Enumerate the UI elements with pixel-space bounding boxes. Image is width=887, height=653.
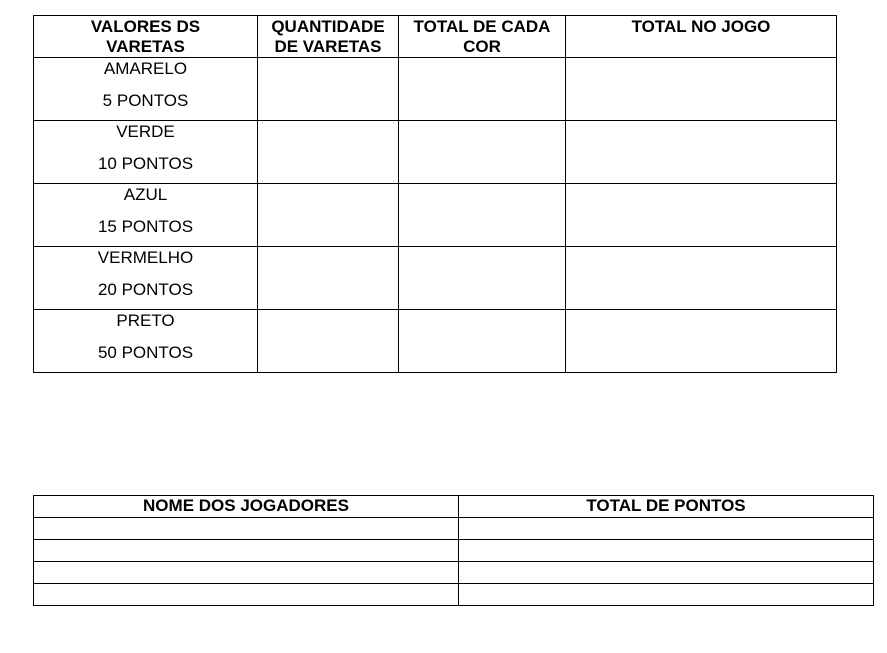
stick-color-label: AZUL: [123, 185, 168, 204]
player-points-cell[interactable]: [459, 584, 874, 606]
game-total-cell[interactable]: [566, 121, 837, 184]
header-row: [34, 16, 837, 58]
table-row: [34, 518, 874, 540]
quantity-cell[interactable]: [258, 58, 399, 121]
header-stick-values-line1: VALORES DS: [90, 17, 201, 36]
table-row: [34, 584, 874, 606]
game-total-cell[interactable]: [566, 310, 837, 373]
quantity-cell[interactable]: [258, 310, 399, 373]
quantity-cell[interactable]: [258, 121, 399, 184]
table-row: [34, 562, 874, 584]
header-stick-quantity: [258, 16, 399, 58]
table-row: [34, 58, 837, 121]
color-total-cell[interactable]: [399, 58, 566, 121]
stick-value-cell: [34, 247, 258, 310]
color-total-cell[interactable]: [399, 121, 566, 184]
header-stick-values-line2: VARETAS: [106, 37, 185, 56]
stick-values-table: [33, 15, 837, 373]
game-total-cell[interactable]: [566, 58, 837, 121]
stick-points-label: 15 PONTOS: [97, 217, 194, 236]
players-table: [33, 495, 874, 606]
game-total-cell[interactable]: [566, 247, 837, 310]
header-stick-values: [34, 16, 258, 58]
stick-color-label: VERMELHO: [97, 248, 194, 267]
table-row: [34, 247, 837, 310]
player-name-cell[interactable]: [34, 540, 459, 562]
header-game-total: [566, 16, 837, 58]
stick-points-label: 5 PONTOS: [102, 91, 189, 110]
header-stick-quantity-line2: DE VARETAS: [274, 37, 382, 56]
stick-points-label: 50 PONTOS: [97, 343, 194, 362]
stick-color-label: PRETO: [116, 311, 175, 330]
player-points-cell[interactable]: [459, 540, 874, 562]
header-color-total-line1: TOTAL DE CADA: [413, 17, 551, 36]
stick-color-label: VERDE: [116, 122, 175, 141]
header-total-points: TOTAL DE PONTOS: [459, 496, 874, 518]
stick-value-cell: [34, 121, 258, 184]
quantity-cell[interactable]: [258, 184, 399, 247]
player-points-cell[interactable]: [459, 562, 874, 584]
header-color-total: [399, 16, 566, 58]
stick-points-label: 20 PONTOS: [97, 280, 194, 299]
color-total-cell[interactable]: [399, 184, 566, 247]
player-name-cell[interactable]: [34, 518, 459, 540]
table-row: [34, 310, 837, 373]
stick-value-cell: [34, 184, 258, 247]
table-row: [34, 184, 837, 247]
quantity-cell[interactable]: [258, 247, 399, 310]
color-total-cell[interactable]: [399, 247, 566, 310]
table-row: [34, 121, 837, 184]
header-stick-quantity-line1: QUANTIDADE: [271, 17, 385, 36]
player-points-cell[interactable]: [459, 518, 874, 540]
player-name-cell[interactable]: [34, 562, 459, 584]
stick-color-label: AMARELO: [103, 59, 188, 78]
header-game-total-line1: TOTAL NO JOGO: [631, 17, 771, 36]
player-name-cell[interactable]: [34, 584, 459, 606]
header-player-names: NOME DOS JOGADORES: [34, 496, 459, 518]
table-row: [34, 540, 874, 562]
stick-value-cell: [34, 310, 258, 373]
stick-points-label: 10 PONTOS: [97, 154, 194, 173]
header-row: [34, 496, 874, 518]
stick-value-cell: [34, 58, 258, 121]
color-total-cell[interactable]: [399, 310, 566, 373]
header-color-total-line2: COR: [463, 37, 501, 56]
game-total-cell[interactable]: [566, 184, 837, 247]
